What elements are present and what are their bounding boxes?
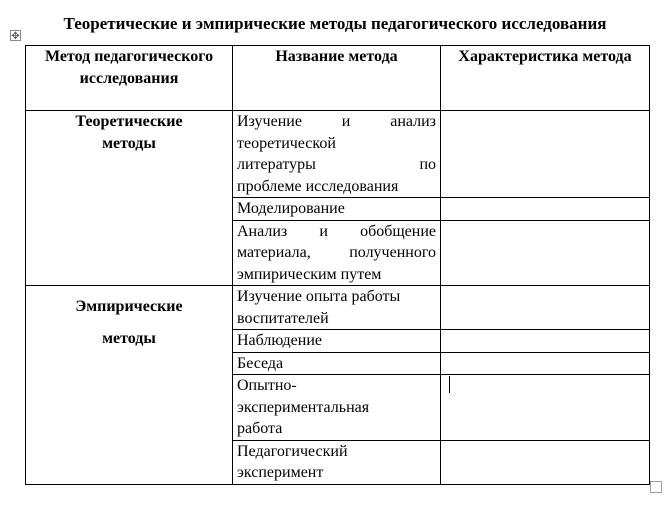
method-name-line: Наблюдение: [237, 332, 322, 349]
group-label: Теоретические: [75, 113, 183, 130]
method-name-cell[interactable]: [233, 440, 441, 484]
method-name-line: эмпирическим путем: [237, 265, 382, 283]
group-label: методы: [102, 329, 156, 347]
method-name-cell[interactable]: [233, 286, 441, 330]
method-name-line: Беседа: [237, 354, 284, 372]
group-label: методы: [102, 134, 156, 152]
method-name-line: работа: [237, 420, 283, 437]
characteristic-cell[interactable]: [441, 375, 650, 441]
table-move-handle-icon[interactable]: ✥: [11, 31, 20, 42]
method-name-line: материала, полученного: [237, 244, 436, 261]
method-name-line: Анализ и обобщение: [237, 222, 436, 240]
group-label: Эмпирические: [75, 298, 183, 315]
method-name-cell[interactable]: [233, 375, 441, 441]
method-name-line: экспериментальная: [237, 398, 370, 416]
table-header-row: [26, 46, 650, 111]
method-name-line: литературы по: [237, 156, 436, 173]
method-name-line: воспитателей: [237, 309, 329, 327]
method-name-cell[interactable]: [233, 111, 441, 198]
group-cell-empirical[interactable]: [26, 286, 233, 485]
method-name-line: Педагогический: [237, 442, 348, 460]
method-name-line: Опытно-: [237, 377, 297, 394]
methods-table: [25, 45, 650, 485]
group-cell-theoretical[interactable]: [26, 111, 233, 286]
characteristic-cell[interactable]: [441, 198, 650, 221]
method-name-line: эксперимент: [237, 464, 324, 481]
method-name-line: проблеме исследования: [237, 177, 399, 195]
method-name-cell[interactable]: [233, 220, 441, 286]
table-row: [26, 111, 650, 198]
header-name[interactable]: Название метода: [233, 46, 441, 111]
table-row: [26, 286, 650, 330]
characteristic-cell[interactable]: [441, 111, 650, 198]
table-resize-handle[interactable]: [650, 481, 662, 493]
characteristic-cell[interactable]: [441, 286, 650, 330]
method-name-line: теоретической: [237, 134, 336, 152]
header-method[interactable]: Метод педагогического исследования: [26, 46, 233, 111]
method-name-line: Моделирование: [237, 200, 345, 217]
header-characteristic[interactable]: Характеристика метода: [441, 46, 650, 111]
characteristic-cell[interactable]: [441, 352, 650, 375]
method-name-line: Изучение опыта работы: [237, 288, 401, 305]
characteristic-cell[interactable]: [441, 220, 650, 286]
method-name-cell[interactable]: [233, 330, 441, 353]
method-name-cell[interactable]: [233, 198, 441, 221]
characteristic-cell[interactable]: [441, 330, 650, 353]
text-cursor: [449, 376, 450, 393]
method-name-line: Изучение и анализ: [237, 113, 436, 130]
characteristic-cell[interactable]: [441, 440, 650, 484]
document-title: Теоретические и эмпирические методы педагогического исследования: [63, 14, 607, 33]
method-name-cell[interactable]: [233, 352, 441, 375]
